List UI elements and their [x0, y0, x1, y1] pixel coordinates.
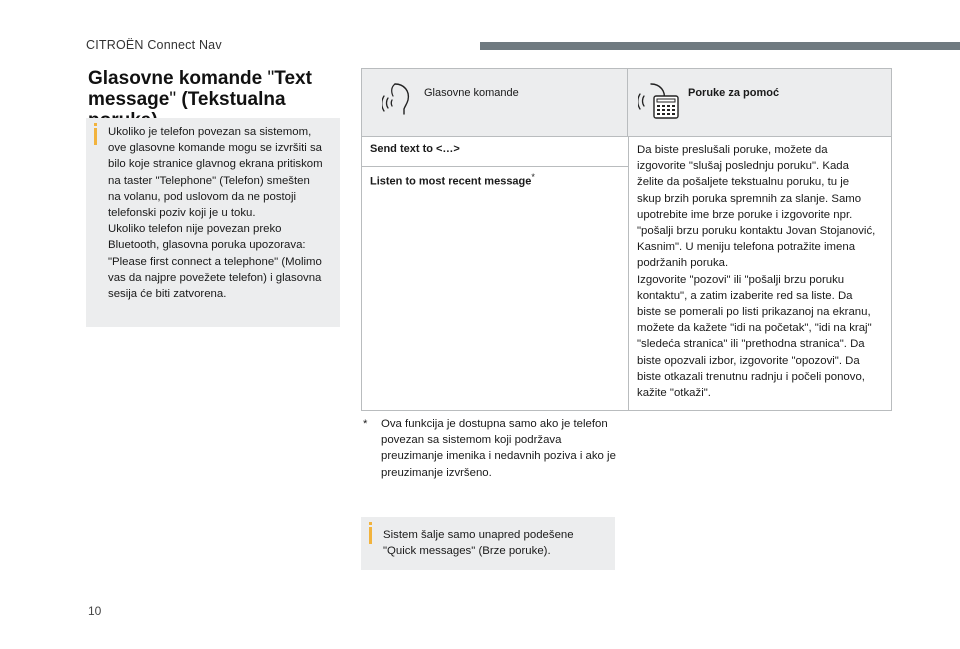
- title-rest: (Tekstualna: [181, 89, 286, 110]
- header-help-messages: Poruke za pomoć: [688, 87, 780, 99]
- footnote-marker: *: [531, 172, 535, 182]
- info-left-text: Ukoliko je telefon povezan sa sistemom, ove glasovne komande mogu se izvršiti sa bilo koje stranice glavnog ekrana pritiskom na taster "Telephone" (Telefon) smešten na volanu, pod uslovom da ne postoji telefonski poziv koji je u toku. Ukoliko telefon nije povezan preko Bluetooth, glasovna poruka upozorava: "Please first connect a telephone" (Molimo vas da najpre povežete telefon) i glasovna sesija će biti zatvorena.: [108, 126, 323, 301]
- title-quote-close: ": [169, 89, 177, 110]
- title-text: Text: [274, 68, 312, 89]
- header-brand: CITROËN Connect Nav: [86, 38, 222, 52]
- header-divider: [362, 136, 891, 137]
- page-number: 10: [88, 604, 102, 618]
- command-send-text: Send text to <…>: [370, 143, 460, 155]
- info-box-right: [361, 517, 615, 570]
- title-message: message: [88, 89, 170, 110]
- header-bar: [480, 42, 960, 50]
- column-divider: [628, 136, 629, 410]
- voice-command-table: [361, 68, 892, 411]
- title-prefix: Glasovne komande: [88, 68, 268, 89]
- footnote-text: Ova funkcija je dostupna samo ako je telefon povezan sa sistemom koji podržava preuzimanje imenika i nedavnih poziva i ako je preuzimanje izvršeno.: [381, 418, 616, 479]
- info-right-text: Sistem šalje samo unapred podešene "Quick messages" (Brze poruke).: [383, 529, 574, 558]
- info-box-left: [86, 118, 340, 327]
- voice-command-icon: [382, 82, 414, 121]
- command-listen-recent: Listen to most recent message*: [370, 172, 535, 188]
- table-header-help: [628, 69, 891, 136]
- help-keypad-icon: [638, 82, 684, 127]
- help-messages-text: Da biste preslušali poruke, možete da izgovorite "slušaj poslednju poruku". Kada želite da pošaljete tekstualnu poruku, tu je skup brzih poruka spremnih za slanje. Samo upotrebite ime brze poruke i izgovorite npr. "pošalji brzu poruku kontaktu Jovan Stojanović, Kasnim". U meniju telefona potražite imena podržanih poruka. Izgovorite "pozovi" ili "pošalji brzu poruku kontaktu", a zatim izaberite red sa liste. Da biste se pomerali po listi prikazanoj na ekranu, možete da kažete "idi na početak", "idi na kraj" "sledeća stranica" ili "prethodna stranica". Da biste opozvali izbor, izgovorite "opozovi". Da biste otkazali trenutnu radnju i počeli ponovo, kažite "otkaži".: [637, 144, 876, 400]
- footnote-star: *: [363, 418, 368, 430]
- info-icon: [94, 128, 97, 145]
- header-voice-commands: Glasovne komande: [424, 87, 519, 99]
- row-divider: [362, 166, 628, 167]
- title-quote-open: ": [267, 68, 275, 89]
- table-header-commands: [362, 69, 628, 136]
- info-icon: [369, 527, 372, 544]
